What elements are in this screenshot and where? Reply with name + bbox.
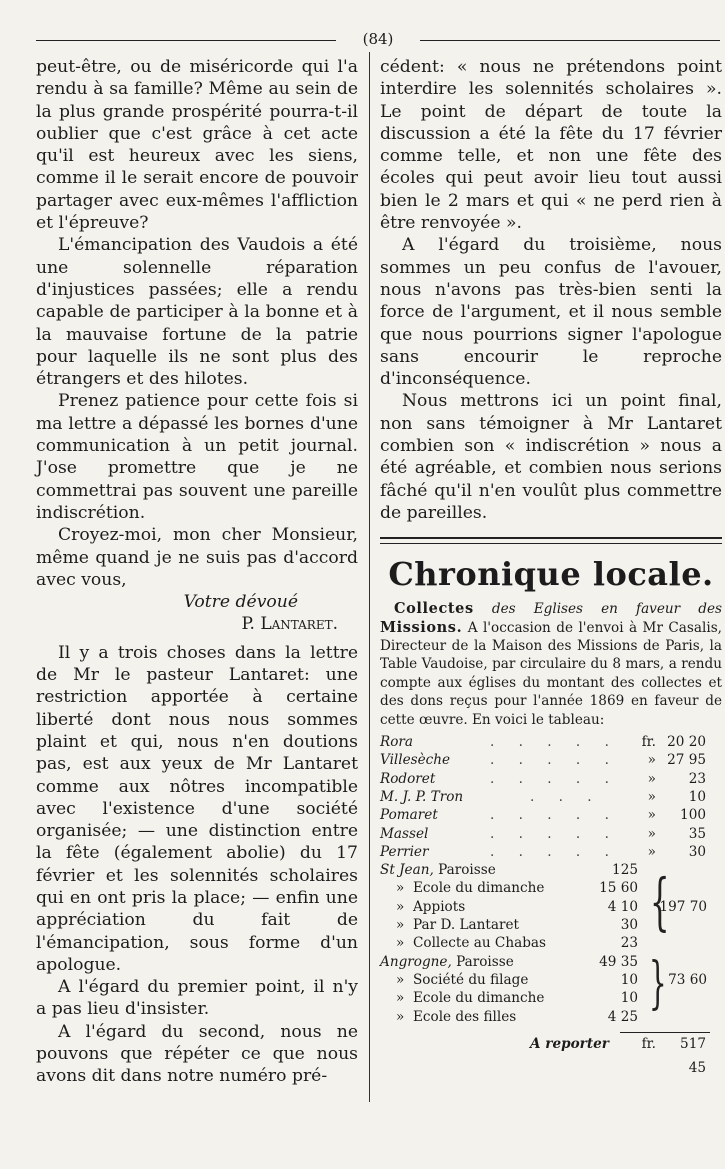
reply-paragraph-5: A l'égard du troisième, nous sommes un peu confus de l'avouer, nous n'avons pas très-bien senti la force de l'argument, et il nous semble que nous pourrions signer l'apologue sans encourir le reproche d'inconséquence. xyxy=(380,235,722,390)
section-title: Chronique locale. xyxy=(388,555,714,594)
chronique-article xyxy=(380,600,722,1076)
st-jean-group xyxy=(380,861,722,952)
letter-paragraph-2: L'émancipation des Vaudois a été une solennelle réparation d'injustices passées; elle a rendu capable de participer à la bonne et à la mauvaise fortune de la patrie pour laquelle ils ne sont plus des étrangers et des hilotes. xyxy=(36,235,358,390)
account-row: M. J. P. Tron . . . » 10 xyxy=(380,788,706,805)
column-divider xyxy=(369,52,370,1102)
brace-icon: { xyxy=(649,865,670,939)
group-total: 73 60 xyxy=(668,971,707,988)
account-row: » Appiots 4 10 197 70 xyxy=(396,898,707,915)
account-row: St Jean, Paroisse 125 xyxy=(380,862,638,879)
article-heading: Collectes xyxy=(394,600,474,618)
account-row: » Collecte au Chabas 23 xyxy=(396,935,638,952)
report-row xyxy=(380,1032,722,1076)
account-row: » Ecole du dimanche 15 60 xyxy=(396,880,638,897)
group-total: 197 70 xyxy=(659,898,707,915)
account-row: Pomaret . . . . . » 100 xyxy=(380,807,706,824)
reply-paragraph-4: cédent: « nous ne prétendons point interdire les solennités scholaires ». Le point de départ de toute la discussion a été la fête du 17 février comme telle, et non une fête des écoles qui peut avoir lieu tout aussi bien le 2 mars et qui « ne perd rien à être renvoyée ». xyxy=(380,57,722,234)
reply-paragraph-2: A l'égard du premier point, il n'y a pas lieu d'insister. xyxy=(36,977,358,1020)
letter-paragraph-3: Prenez patience pour cette fois si ma lettre a dépassé les bornes d'une communication à un petit journal. J'ose promettre que je ne commettrai pas souvent une pareille indiscrétion. xyxy=(36,391,358,523)
account-row: Villesèche . . . . . » 27 95 xyxy=(380,752,706,769)
article-heading-2: Missions. xyxy=(380,618,463,636)
letter-paragraph-4: Croyez-moi, mon cher Monsieur, même quand je ne suis pas d'accord avec vous, xyxy=(36,525,358,590)
accounts-table xyxy=(380,733,722,1076)
account-row: Rodoret . . . . . » 23 xyxy=(380,770,706,787)
brace-icon: } xyxy=(648,950,667,1016)
right-column xyxy=(380,56,722,1076)
reply-paragraph-1: Il y a trois choses dans la lettre de Mr le pasteur Lantaret: une restriction apportée à certaine liberté dont nous nous sommes plaint et qui, nous n'en doutions pas, est aux yeux de Mr Lantaret comme aux nôtres incompatible avec l'existence d'une société organisée; — une distinction entre la fête (également abolie) du 17 février et les solennités scholaires qui en ont pris la place; — enfin une appréciation du fait de l'émancipation, sous forme d'un apologue. xyxy=(36,642,358,975)
report-label: A reporter xyxy=(530,1035,609,1052)
angrogne-group xyxy=(380,950,722,1026)
account-row: » Par D. Lantaret 30 xyxy=(396,917,638,934)
reply-paragraph-3: A l'égard du second, nous ne pouvons que répéter ce que nous avons dit dans notre numéro pré- xyxy=(36,1021,358,1087)
page-number: (84) xyxy=(362,30,394,48)
letter-paragraph-1: peut-être, ou de miséricorde qui l'a rendu à sa famille? Même au sein de la plus grande prospérité pourra-t-il oublier que c'est grâce à cet acte qu'il est heureux avec les siens, comme il le serait encore de pouvoir partager avec eux-mêmes l'affliction et l'épreuve? xyxy=(36,57,358,234)
reply-paragraph-6: Nous mettrons ici un point final, non sans témoigner à Mr Lantaret combien son « indiscrétion » nous a été agréable, et combien nous serions fâché qu'il n'en voulût plus commettre de pareilles. xyxy=(380,391,722,523)
account-row: Rora . . . . . fr. 20 20 xyxy=(380,734,706,751)
account-row: Massel . . . . . » 35 xyxy=(380,825,706,842)
report-unit: fr. xyxy=(641,1035,656,1052)
account-row: » Société du filage 10 73 60 xyxy=(396,971,707,988)
report-value: 517 45 xyxy=(680,1035,706,1076)
signature-name: P. Lantaret. xyxy=(241,614,338,635)
article-heading-italic: des Eglises en faveur des xyxy=(491,601,722,618)
article-lead xyxy=(380,600,722,729)
account-row: Angrogne, Paroisse 49 35 xyxy=(380,953,638,970)
account-row: » Ecole des filles 4 25 xyxy=(396,1008,638,1025)
account-row: Perrier . . . . . » 30 xyxy=(380,843,706,860)
section-divider xyxy=(380,537,722,544)
left-column xyxy=(36,56,358,1088)
article-body: A l'occasion de l'envoi à Mr Casalis, Directeur de la Maison des Missions de Paris, la Table Vaudoise, par circulaire du 8 mars, a rendu compte aux églises du montant des collectes et des dons reçus pour l'année 1869 en faveur de cette œuvre. En voici le tableau: xyxy=(380,619,722,728)
page-header xyxy=(36,30,720,48)
header-rule-right xyxy=(420,40,720,41)
account-row: » Ecole du dimanche 10 xyxy=(396,990,638,1007)
signature-closing: Votre dévoué xyxy=(183,592,298,613)
